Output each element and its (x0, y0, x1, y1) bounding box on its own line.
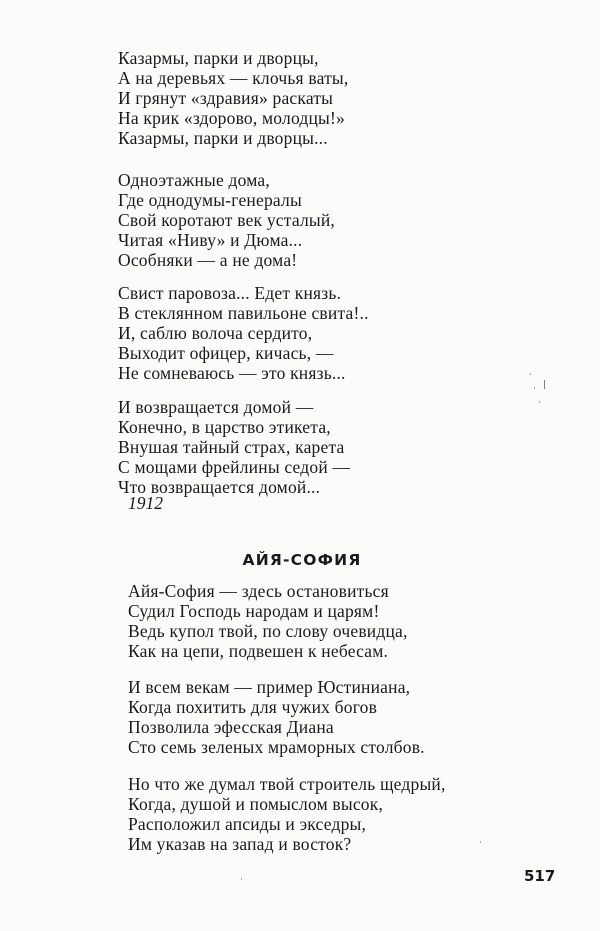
verse-line: Особняки — а не дома! (118, 250, 298, 270)
poem2-stanza-1 (128, 581, 408, 661)
verse-line: И грянут «здравия» раскаты (118, 88, 334, 108)
scan-speck-icon: · (479, 838, 482, 848)
scan-speck-icon: · (533, 384, 536, 394)
poem1-stanza-3 (118, 283, 369, 383)
verse-line: А на деревьях — клочья ваты, (118, 68, 349, 88)
verse-line: Расположил апсиды и экседры, (128, 814, 367, 834)
verse-line: С мощами фрейлины седой — (118, 457, 351, 477)
scan-speck-icon: · (538, 398, 541, 408)
verse-line: Выходит офицер, кичась, — (118, 343, 334, 363)
verse-line: Им указав на запад и восток? (128, 834, 352, 854)
poem1-stanza-2 (118, 170, 335, 270)
verse-line: Читая «Ниву» и Дюма... (118, 230, 303, 250)
verse-line: Внушая тайный страх, карета (118, 437, 345, 457)
poem1-stanza-1 (118, 48, 348, 148)
poem-title: АЙЯ-СОФИЯ (242, 551, 362, 569)
verse-line: В стеклянном павильоне свита!.. (118, 303, 369, 323)
verse-line: Судил Господь народам и царям! (128, 601, 380, 621)
poem2-stanza-3 (128, 774, 446, 854)
verse-line: Сто семь зеленых мраморных столбов. (128, 737, 425, 757)
verse-line: Казармы, парки и дворцы, (118, 48, 319, 68)
scan-speck-icon: | (543, 380, 547, 390)
verse-line: Свой коротают век усталый, (118, 210, 335, 230)
verse-line: Ведь купол твой, по слову очевидца, (128, 621, 408, 641)
verse-line: И, саблю волоча сердито, (118, 323, 313, 343)
verse-line: Одноэтажные дома, (118, 170, 270, 190)
verse-line: Где однодумы-генералы (118, 190, 302, 210)
verse-line: Позволила эфесская Диана (128, 717, 334, 737)
verse-line: Казармы, парки и дворцы... (118, 128, 328, 148)
verse-line: Свист паровоза... Едет князь. (118, 283, 342, 303)
page-number: 517 (524, 867, 556, 885)
poem1-stanza-4 (118, 397, 350, 497)
verse-line: Конечно, в царство этикета, (118, 417, 331, 437)
verse-line: Но что же думал твой строитель щедрый, (128, 774, 446, 794)
poem-date: 1912 (128, 493, 163, 513)
verse-line: Когда, душой и помыслом высок, (128, 794, 384, 814)
verse-line: Что возвращается домой... (118, 477, 321, 497)
verse-line: Не сомневаюсь — это князь... (118, 363, 346, 383)
verse-line: Как на цепи, подвешен к небесам. (128, 641, 389, 661)
poem2-stanza-2 (128, 677, 425, 757)
verse-line: На крик «здорово, молодцы!» (118, 108, 345, 128)
scan-speck-icon: · (529, 370, 532, 380)
verse-line: Когда похитить для чужих богов (128, 697, 378, 717)
verse-line: Айя-София — здесь остановиться (128, 581, 389, 601)
verse-line: И всем векам — пример Юстиниана, (128, 677, 411, 697)
verse-line: И возвращается домой — (118, 397, 314, 417)
scan-speck-icon: · (240, 875, 243, 885)
